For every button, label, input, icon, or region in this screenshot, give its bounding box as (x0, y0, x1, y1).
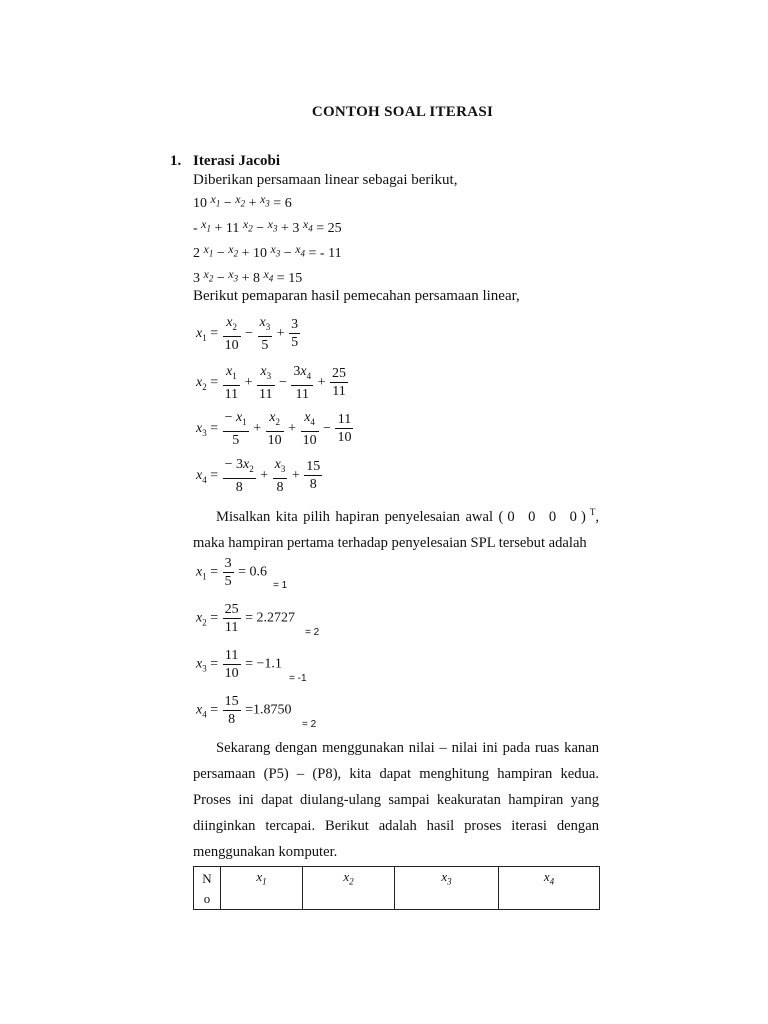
initial-vector: (0 0 0 0) (498, 508, 590, 525)
approx-x1-value: = 0.6 (238, 564, 268, 580)
approx-x1-num: 3 (224, 556, 232, 571)
eq4-coef1: 3 (193, 271, 200, 286)
formula-x3: $x_3$ = $\frac{- x_1}{5}$ + $\frac{x_2}{10}$ + $\frac{x_4}{10}$ − $\frac{11}{10}$ (196, 410, 352, 448)
eq1-rhs: = 6 (273, 196, 292, 211)
approx-x4-value: =1.8750 (245, 702, 292, 718)
eq4-coef4: + 8 (241, 271, 260, 286)
paragraph-initial-guess-a: Misalkan kita pilih hapiran penyelesaian awal (216, 508, 494, 525)
approx-x3-note: = -1 (289, 673, 307, 684)
section-number: 1. (170, 153, 182, 169)
header-x2: $x_2$ (303, 867, 395, 910)
eq2-coef4: + 3 (280, 221, 300, 236)
eq1-coef: 10 (193, 196, 207, 211)
intro-text: Diberikan persamaan linear sebagai berikut, (193, 172, 458, 188)
approx-x2-value: = 2.2727 (245, 610, 296, 626)
eq3-coef3: + 10 (241, 246, 267, 261)
equation-3: 2 $x_1 - x_2 + 10$ $x_3 - x_4$ = - 11 (193, 242, 342, 261)
equation-4: 3 $x_2 - x_3 + 8$ $x_4 = 15$ (193, 267, 303, 286)
header-no-top: N (202, 871, 212, 886)
formula-x4: $x_4$ = $\frac{- 3x_2}{8}$ + $\frac{x_3}{8}$ + $\frac{15}{8}$ (196, 457, 321, 495)
approx-x3-den: 10 (224, 666, 239, 681)
approx-x4-note: = 2 (302, 719, 317, 730)
section-heading: Iterasi Jacobi (193, 153, 281, 169)
header-no-bottom: o (203, 891, 211, 906)
eq2-coef2: + 11 (214, 221, 240, 236)
table-header-row (194, 867, 600, 910)
paragraph-iteration (193, 735, 599, 865)
approx-x2: $x_2$ = $\frac{25}{11}$ = 2.2727 (196, 602, 296, 635)
formula-x1: $x_1$ = $\frac{x_2}{10}$ − $\frac{x_3}{5}$ + $\frac{3}{5}$ (196, 315, 299, 353)
approx-x3-value: = −1.1 (245, 656, 282, 672)
equation-2: - $x_1 + 11$ $x_2 - x_3 + 3$ $x_4 = 25$ (193, 217, 342, 236)
approx-x2-den: 11 (224, 620, 239, 635)
approx-x2-note: = 2 (305, 627, 320, 638)
approx-x4-num: 15 (224, 694, 239, 709)
eq3-coef1: 2 (193, 246, 200, 261)
approx-x1: $x_1$ = $\frac{3}{5}$ = 0.6 (196, 556, 268, 589)
header-x1: $x_1$ (221, 867, 303, 910)
approx-x1-note: = 1 (273, 580, 288, 591)
approx-x4-den: 8 (228, 712, 236, 727)
eq2-rhs: = 25 (316, 221, 342, 236)
page-title: CONTOH SOAL ITERASI (311, 104, 494, 120)
approx-x4: $x_4$ = $\frac{15}{8}$ =1.8750 (196, 694, 292, 727)
paragraph-iteration-text: Sekarang dengan menggunakan nilai – nilai ini pada ruas kanan persamaan (P5) – (P8), kita dapat menghitung hampiran kedua. Proses ini dapat diulang-ulang sampai keakuratan hampiran yang diinginkan tercapai. Berikut adalah hasil proses iterasi dengan menggunakan komputer. (193, 740, 599, 860)
header-x4: $x_4$ (499, 867, 600, 910)
approx-x2-num: 25 (224, 602, 239, 617)
formula-x2: $x_2$ = $\frac{x_1}{11}$ + $\frac{x_3}{11}$ − $\frac{3x_4}{11}$ + $\frac{25}{11}$ (196, 364, 347, 402)
header-x3: $x_3$ (395, 867, 499, 910)
eq2-coef1: - (193, 221, 198, 236)
solution-intro-text: Berikut pemaparan hasil pemecahan persamaan linear, (193, 288, 520, 304)
eq3-rhs: = - 11 (308, 246, 342, 261)
equation-1: 10 $x_1 - x_2 + x_3 = 6$ (193, 192, 292, 211)
header-no (194, 867, 221, 910)
eq4-rhs: = 15 (276, 271, 303, 286)
approx-x3-num: 11 (223, 647, 241, 665)
approx-x1-den: 5 (224, 574, 232, 589)
approx-x3: $x_3$ = $\frac{11}{10}$ = −1.1 (196, 648, 282, 681)
paragraph-initial-guess-b: , maka hampiran pertama terhadap penyelesaian SPL tersebut adalah (193, 508, 599, 551)
transpose-mark: T (589, 507, 596, 517)
results-table (193, 866, 600, 910)
paragraph-initial-guess (193, 499, 599, 556)
